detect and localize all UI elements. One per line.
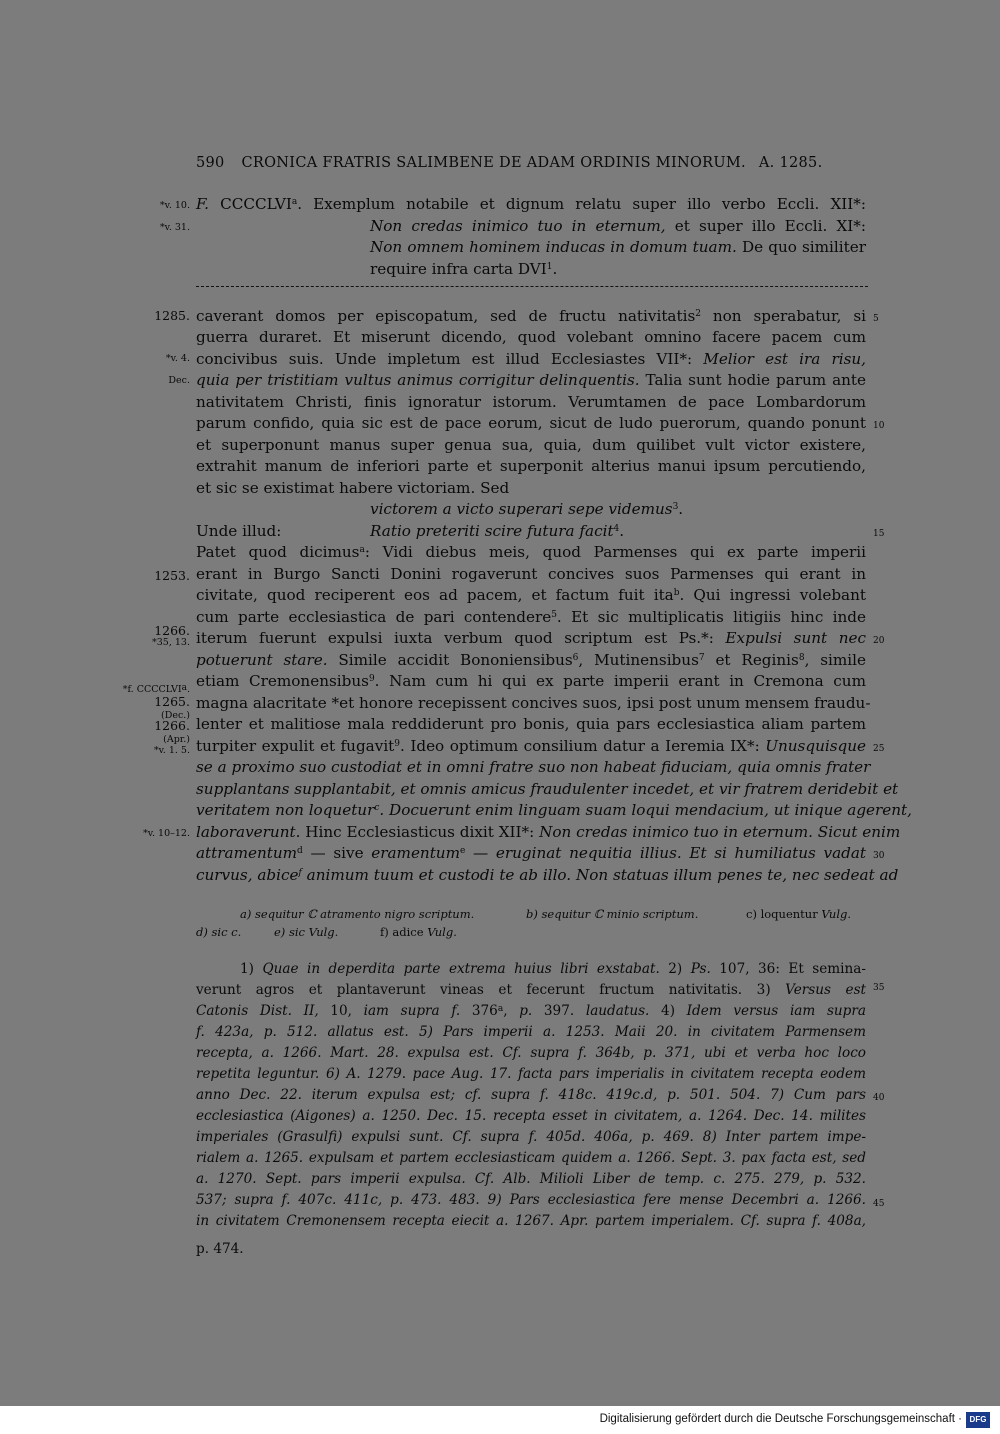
body-line: laboraverunt. Hinc Ecclesiasticus dixit XII*: Non credas inimico tuo in eternum. Sicut enim — [196, 823, 901, 841]
margin-ref: *35, 13. — [152, 637, 190, 648]
body-line: parum confido, quia sic est de pace eorum, sicut de ludo puerorum, quando ponunt — [196, 414, 866, 432]
line-number: 30 — [873, 851, 885, 861]
note-line: rialem a. 1265. expulsam et partem ecclesiasticam quidem a. 1266. Sept. 3. pax facta est, sed — [196, 1150, 866, 1166]
body-line: etiam Cremonensibus$^9$. Nam cum hi qui ex parte imperii erant in Cremona cum — [196, 672, 866, 690]
dfg-logo-icon: DFG — [966, 1412, 990, 1428]
note-line: verunt agros et plantaverunt vineas et fecerunt fructum nativitatis. 3) Versus est — [196, 982, 867, 998]
note-line: ecclesiastica (Aigones) a. 1250. Dec. 15. recepta esset in civitatem, a. 1264. Dec. 14. milites — [196, 1108, 866, 1124]
body-line: Patet quod dicimus$^a$: Vidi diebus meis, quod Parmenses qui ex parte imperii — [196, 543, 867, 561]
margin-ref: *v. 10. — [159, 200, 190, 211]
body-line: magna alacritate *et honore recepissent concives suos, ipsi post unum mensem fraudu- — [196, 694, 871, 712]
note-line: p. 474. — [196, 1241, 244, 1257]
note-line: in civitatem Cremonensem recepta eiecit a. 1267. Apr. partem imperialem. Cf. supra f. 408a, — [196, 1213, 866, 1229]
margin-ref: *v. 31. — [159, 222, 190, 233]
separator-rule — [196, 286, 868, 287]
body-line: et superponunt manus super genua sua, quia, dum quilibet vult victor existere, — [196, 436, 866, 454]
body-line: concivibus suis. Unde impletum est illud Ecclesiastes VII*: Melior est ira risu, — [196, 350, 866, 368]
margin-year: 1265. — [154, 694, 190, 709]
body-line: iterum fuerunt expulsi iuxta verbum quod scriptum est Ps.*: Expulsi sunt nec — [196, 629, 866, 647]
note-line: 537; supra f. 407c. 411c, p. 473. 483. 9) Pars ecclesiastica fere mense Decembri a. 1266. — [196, 1192, 866, 1208]
footer-bar — [0, 1406, 1000, 1434]
body-line: veritatem non loquetur$^c$. Docuerunt enim linguam suam loqui mendacium, ut inique agerent, — [196, 801, 912, 819]
note-line: Catonis Dist. II, 10, iam supra f. 376$^a$, p. 397. laudatus. 4) Idem versus iam supra — [196, 1003, 866, 1019]
running-head — [196, 155, 836, 171]
line-number: 40 — [873, 1093, 885, 1103]
running-year: A. 1285. — [758, 155, 823, 171]
body-line: quia per tristitiam vultus animus corrigitur delinquentis. Talia sunt hodie parum ante — [196, 371, 866, 389]
margin-year: 1266. — [154, 623, 190, 638]
body-line: potuerunt stare. Simile accidit Bononiensibus$^6$, Mutinensibus$^7$ et Reginis$^8$, simile — [196, 651, 866, 669]
margin-ref: Dec. — [168, 375, 190, 386]
apparatus-note: d) sic c. — [196, 925, 242, 939]
line-number: 10 — [873, 421, 885, 431]
note-line: a. 1270. Sept. pars imperii expulsa. Cf. Alb. Milioli Liber de temp. c. 275. 279, p. 532. — [196, 1171, 866, 1187]
line-number: 45 — [873, 1199, 885, 1209]
body-line: extrahit manum de inferiori parte et superponit alterius manui ipsum percutiendo, — [196, 457, 866, 475]
margin-year: 1253. — [154, 568, 190, 583]
page-number: 590 — [196, 155, 225, 171]
note-line: 1) Quae in deperdita parte extrema huius libri exstabat. 2) Ps. 107, 36: Et semina- — [240, 961, 866, 977]
margin-year: 1285. — [154, 308, 190, 323]
body-line: caverant domos per episcopatum, sed de fructu nativitatis$^2$ non sperabatur, si — [196, 307, 866, 325]
heading-line: Non credas inimico tuo in eternum, et super illo Eccli. XI*: — [370, 217, 866, 235]
margin-ref: *v. 4. — [165, 353, 190, 364]
body-line: Unde illud: — [196, 522, 282, 540]
body-line: et sic se existimat habere victoriam. Sed — [196, 479, 510, 497]
margin-ref: (Apr.) — [163, 734, 190, 745]
line-number: 35 — [873, 983, 885, 993]
note-line: f. 423a, p. 512. allatus est. 5) Pars imperii a. 1253. Maii 20. in civitatem Parmensem — [196, 1024, 866, 1040]
body-line: se a proximo suo custodiat et in omni fratre suo non habeat fiduciam, quia omnis frater — [196, 758, 871, 776]
line-number: 15 — [873, 529, 885, 539]
body-line: supplantans supplantabit, et omnis amicus fraudulenter incedet, et vir fratrem deridebit et — [196, 780, 899, 798]
margin-year: 1266. — [154, 718, 190, 733]
note-line: imperiales (Grasulfi) expulsi sunt. Cf. supra f. 405d. 406a, p. 469. 8) Inter partem impe- — [196, 1129, 866, 1145]
heading-line: Non omnem hominem inducas in domum tuam. De quo similiter — [370, 238, 866, 256]
heading-line: F. CCCCLVI$^a$. Exemplum notabile et dignum relatu super illo verbo Eccli. XII*: — [196, 195, 866, 213]
apparatus-note: c) loquentur Vulg. — [746, 907, 852, 921]
verse-line: victorem a victo superari sepe videmus$^3$. — [370, 500, 684, 518]
verse-line: Ratio preteriti scire futura facit$^4$. — [370, 522, 625, 540]
footer-credit: Digitalisierung gefördert durch die Deutsche Forschungsgemeinschaft · — [599, 1413, 962, 1425]
body-line: civitate, quod reciperent eos ad pacem, et factum fuit ita$^b$. Qui ingressi volebant — [196, 586, 866, 604]
note-line: anno Dec. 22. iterum expulsa est; cf. supra f. 418c. 419c.d, p. 501. 504. 7) Cum pars — [196, 1087, 866, 1103]
apparatus-note: e) sic Vulg. — [274, 925, 339, 939]
margin-ref: (Dec.) — [161, 710, 190, 721]
heading-line: require infra carta DVI$^1$. — [370, 260, 558, 278]
body-line: nativitatem Christi, finis ignoratur istorum. Verumtamen de pace Lombardorum — [196, 393, 866, 411]
body-line: turpiter expulit et fugavit$^9$. Ideo optimum consilium datur a Ieremia IX*: Unusquisque — [196, 737, 866, 755]
margin-ref: *f. CCCCLVI$^a$. — [122, 683, 190, 695]
body-line: erant in Burgo Sancti Donini rogaverunt concives suos Parmenses qui erant in — [196, 565, 866, 583]
body-line: curvus, abice$^f$ animum tuum et custodi te ab illo. Non statuas illum penes te, nec sedeat ad — [196, 866, 899, 884]
apparatus-note: f) adice Vulg. — [380, 925, 457, 939]
body-line: cum parte ecclesiastica de pari contendere$^5$. Et sic multiplicatis litigiis hinc inde — [196, 608, 866, 626]
body-line: guerra duraret. Et miserunt dicendo, quod volebant omnino facere pacem cum — [196, 328, 866, 346]
note-line: recepta, a. 1266. Mart. 28. expulsa est. Cf. supra f. 364b, p. 371, ubi et verba hoc loco — [196, 1045, 866, 1061]
line-number: 5 — [873, 314, 879, 324]
line-number: 20 — [873, 636, 885, 646]
line-number: 25 — [873, 744, 885, 754]
apparatus-note: a) sequitur ℂ atramento nigro scriptum. — [240, 907, 475, 921]
body-line: lenter et malitiose mala reddiderunt pro bonis, quia pars ecclesiastica aliam partem — [196, 715, 866, 733]
note-line: repetita leguntur. 6) A. 1279. pace Aug. 17. facta pars imperialis in civitatem recepta eodem — [196, 1066, 866, 1082]
margin-ref: *v. 1. 5. — [153, 745, 190, 756]
margin-ref: *v. 10–12. — [143, 828, 190, 839]
body-line: attramentum$^d$ — sive eramentum$^e$ — eruginat nequitia illius. Et si humiliatus vadat — [196, 844, 867, 862]
running-title: CRONICA FRATRIS SALIMBENE DE ADAM ORDINIS MINORUM. — [241, 155, 746, 171]
apparatus-note: b) sequitur ℂ minio scriptum. — [526, 907, 699, 921]
